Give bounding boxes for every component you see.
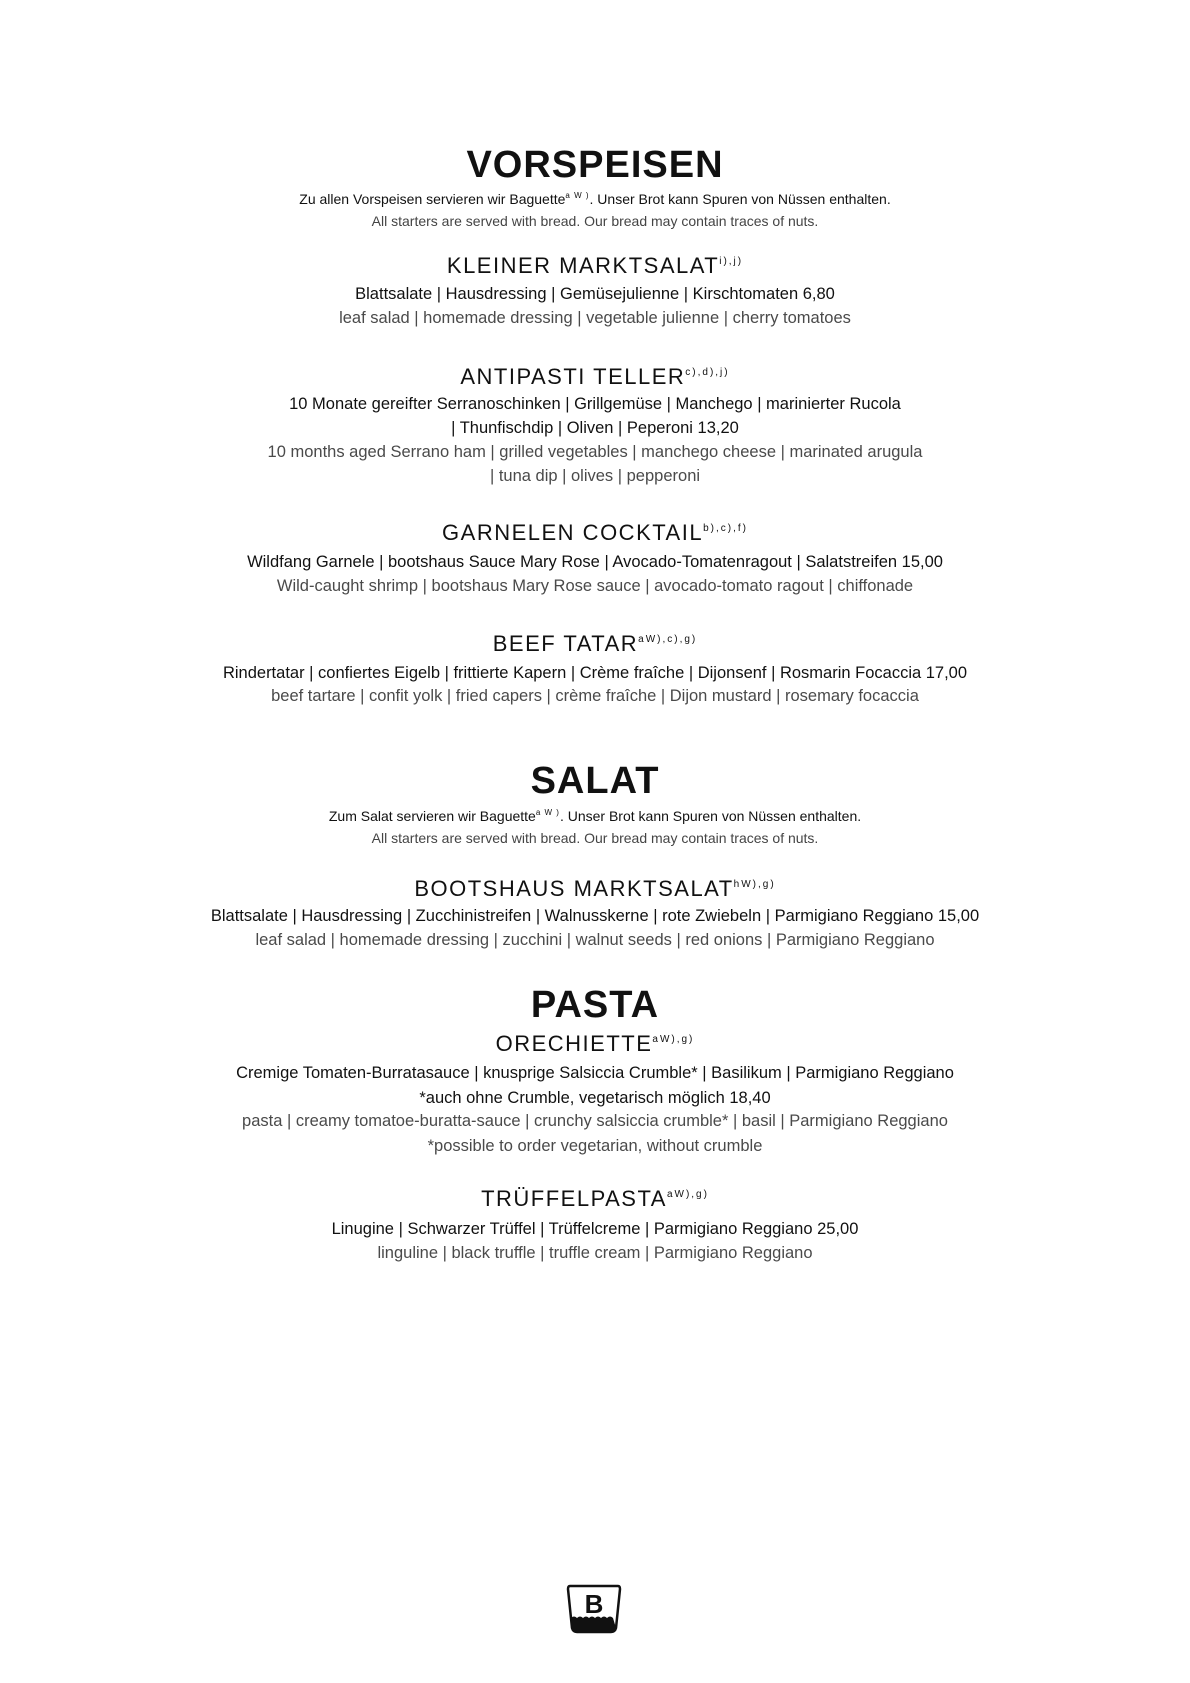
menu-item-title (0, 1188, 1190, 1210)
item-name: BOOTSHAUS MARKTSALAT (414, 876, 734, 901)
menu-item-title (0, 1033, 1190, 1055)
section-title-salat: SALAT (530, 760, 660, 802)
item-name: ANTIPASTI TELLER (460, 364, 686, 389)
allergen-code: aW),g) (652, 1034, 695, 1045)
item-description-en: beef tartare | confit yolk | fried capers | crème fraîche | Dijon mustard | rosemary focaccia (271, 687, 919, 705)
item-description-en: Wild-caught shrimp | bootshaus Mary Rose sauce | avocado-tomato ragout | chiffonade (276, 577, 914, 595)
item-name: BEEF TATAR (492, 631, 639, 656)
item-name: KLEINER MARKTSALAT (446, 253, 720, 278)
allergen-code: b),c),f) (703, 523, 748, 534)
section-note-en: All starters are served with bread. Our bread may contain traces of nuts. (371, 830, 819, 846)
note-text: Zu allen Vorspeisen servieren wir Baguette (299, 191, 566, 207)
item-description-de: Linugine | Schwarzer Trüffel | Trüffelcreme | Parmigiano Reggiano 25,00 (331, 1220, 859, 1238)
note-text: Zum Salat servieren wir Baguette (328, 808, 536, 824)
item-description-de: Blattsalate | Hausdressing | Gemüsejulienne | Kirschtomaten 6,80 (355, 285, 835, 303)
menu-item-title (0, 255, 1190, 277)
allergen-code: c),d),j) (685, 367, 730, 378)
allergen-code: hW),g) (733, 879, 776, 890)
item-description-en: linguline | black truffle | truffle cream | Parmigiano Reggiano (377, 1244, 813, 1262)
item-description-en: leaf salad | homemade dressing | vegetable julienne | cherry tomatoes (339, 309, 851, 327)
item-description-de: Cremige Tomaten-Burratasauce | knusprige Salsiccia Crumble* | Basilikum | Parmigiano Reggiano (236, 1064, 954, 1082)
note-text: . Unser Brot kann Spuren von Nüssen enthalten. (589, 191, 891, 207)
allergen-code: aW),c),g) (638, 634, 698, 645)
item-name: TRÜFFELPASTA (481, 1186, 667, 1211)
item-description-de: Rindertatar | confiertes Eigelb | frittierte Kapern | Crème fraîche | Dijonsenf | Rosmarin Focaccia 17,00 (222, 664, 968, 682)
section-note-de (0, 192, 1190, 206)
allergen-code: i),j) (719, 256, 744, 267)
note-text: . Unser Brot kann Spuren von Nüssen enthalten. (559, 808, 862, 824)
section-note-en: All starters are served with bread. Our bread may contain traces of nuts. (371, 213, 819, 229)
item-description-de: *auch ohne Crumble, vegetarisch möglich 18,40 (419, 1089, 771, 1107)
section-title-pasta: PASTA (530, 984, 660, 1026)
item-description-de: Wildfang Garnele | bootshaus Sauce Mary Rose | Avocado-Tomatenragout | Salatstreifen 15,00 (247, 553, 943, 571)
menu-item-title (0, 366, 1190, 388)
section-title-vorspeisen: VORSPEISEN (466, 144, 724, 186)
bootshaus-logo-icon (566, 1582, 622, 1636)
item-description-en: | tuna dip | olives | pepperoni (489, 467, 701, 485)
section-note-de (0, 809, 1190, 823)
item-description-de: Blattsalate | Hausdressing | Zucchinistreifen | Walnusskerne | rote Zwiebeln | Parmigiano Reggiano 15,00 (210, 907, 980, 925)
item-description-en: pasta | creamy tomatoe-buratta-sauce | crunchy salsiccia crumble* | basil | Parmigiano Reggiano (242, 1112, 948, 1130)
allergen-code: a W ) (535, 808, 560, 817)
svg-text:B: B (584, 1589, 604, 1619)
menu-item-title (0, 878, 1190, 900)
allergen-code: aW),g) (666, 1189, 709, 1200)
item-description-en: *possible to order vegetarian, without crumble (427, 1137, 763, 1155)
item-description-en: 10 months aged Serrano ham | grilled vegetables | manchego cheese | marinated arugula (267, 443, 923, 461)
menu-item-title (0, 633, 1190, 655)
item-description-de: | Thunfischdip | Oliven | Peperoni 13,20 (451, 419, 739, 437)
menu-item-title (0, 522, 1190, 544)
item-name: ORECHIETTE (495, 1031, 653, 1056)
item-name: GARNELEN COCKTAIL (442, 520, 704, 545)
item-description-de: 10 Monate gereifter Serranoschinken | Grillgemüse | Manchego | marinierter Rucola (289, 395, 901, 413)
item-description-en: leaf salad | homemade dressing | zucchini | walnut seeds | red onions | Parmigiano Reggiano (255, 931, 935, 949)
allergen-code: a W ) (565, 191, 590, 200)
